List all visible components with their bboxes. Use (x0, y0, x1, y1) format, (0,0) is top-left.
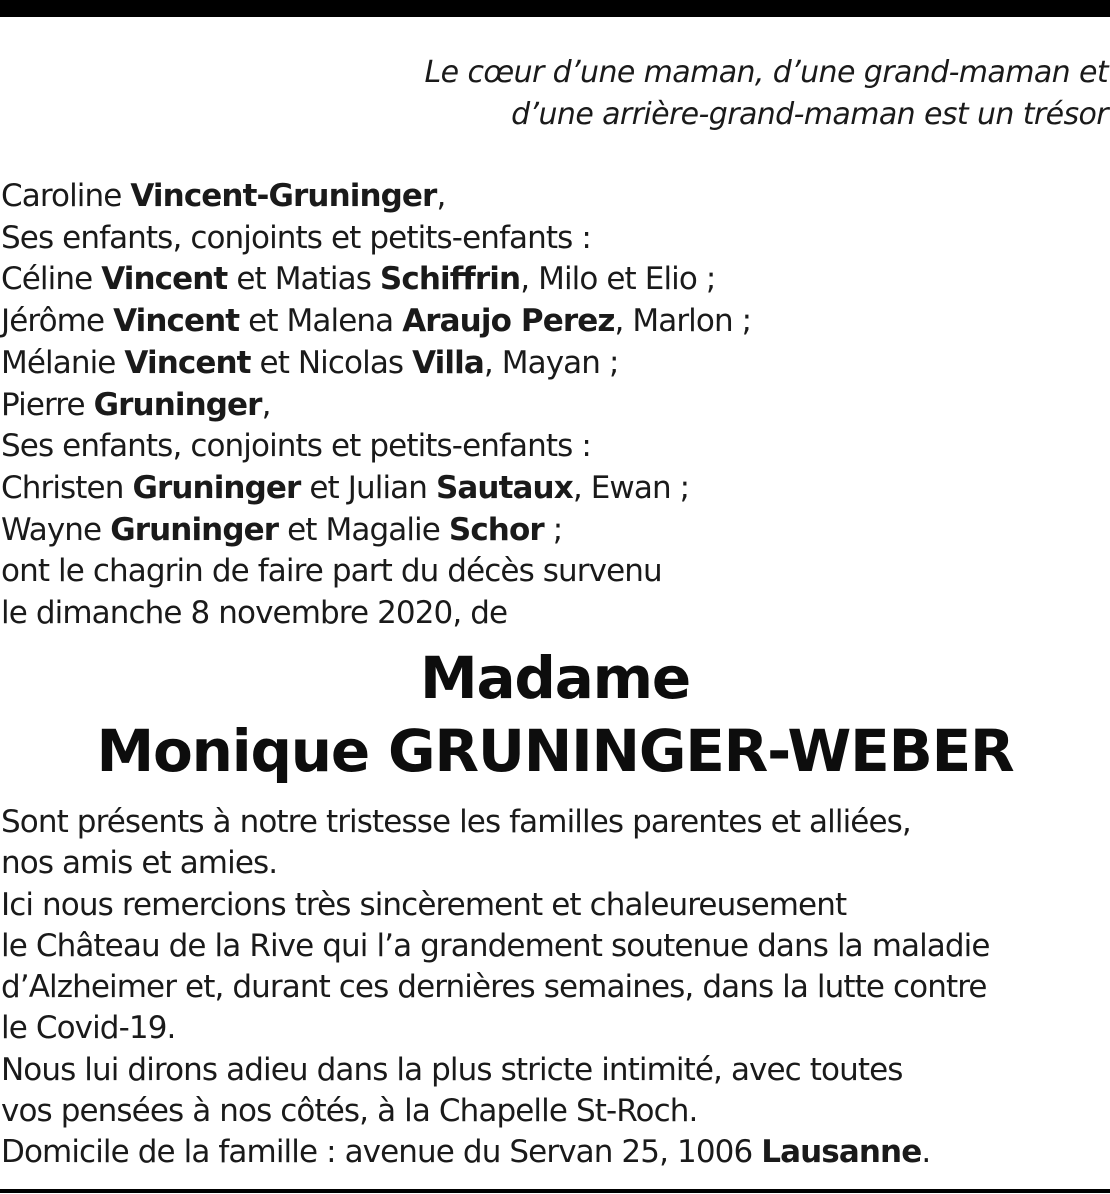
surname: Araujo Perez (402, 303, 615, 340)
punctuation: ; (543, 511, 563, 548)
surname: Sautaux (435, 469, 573, 506)
surname: Vincent (124, 344, 251, 381)
first-name: et Julian (300, 469, 436, 506)
closing-line: le Château de la Rive qui l’a grandement soutenue dans la maladie (1, 927, 990, 964)
children-names: , Mayan ; (483, 344, 619, 381)
epigraph-line: Le cœur d’une maman, d’une grand-maman et (424, 55, 1108, 90)
first-name: et Nicolas (250, 344, 413, 381)
top-rule (0, 0, 1110, 17)
closing-line: nos amis et amies. (1, 845, 278, 882)
closing-line: Nous lui dirons adieu dans la plus stricte intimité, avec toutes (1, 1051, 903, 1088)
first-name: Céline (1, 261, 102, 298)
deceased-title: Madame (419, 644, 691, 712)
family-line (1, 301, 751, 343)
family-line: Ses enfants, conjoints et petits-enfants : (1, 219, 591, 256)
family-line (1, 385, 751, 427)
children-names: , Ewan ; (572, 469, 690, 506)
surname: Gruninger (93, 386, 262, 423)
epigraph-line: d’une arrière-grand-maman est un trésor (511, 97, 1108, 132)
closing-line: Ici nous remercions très sincèrement et chaleureusement (1, 886, 847, 923)
surname: Schiffrin (379, 261, 521, 298)
family-address-line (1, 1132, 990, 1173)
first-name: Jérôme (1, 303, 114, 340)
children-names: , Milo et Elio ; (520, 261, 716, 298)
family-line (1, 259, 751, 301)
closing-line: Sont présents à notre tristesse les familles parentes et alliées, (1, 804, 911, 840)
bottom-rule (0, 1189, 1110, 1193)
announcement-line: ont le chagrin de faire part du décès survenu (1, 553, 662, 590)
family-line (1, 343, 751, 385)
announcement-line: le dimanche 8 novembre 2020, de (1, 595, 508, 632)
first-name: Pierre (1, 386, 94, 423)
deceased-name-block (0, 642, 1110, 788)
first-name: Christen (1, 469, 133, 506)
surname: Gruninger (132, 469, 301, 506)
punctuation: , (261, 386, 271, 423)
address-text: Domicile de la famille : avenue du Servan 25, 1006 (1, 1134, 762, 1171)
city: Lausanne (761, 1134, 922, 1171)
first-name: et Magalie (278, 511, 449, 548)
surname: Villa (412, 344, 484, 381)
closing-text (1, 802, 990, 1174)
deceased-name: Monique GRUNINGER-WEBER (96, 717, 1014, 785)
surname: Vincent-Gruninger (130, 178, 437, 214)
children-names: , Marlon ; (614, 303, 752, 340)
closing-line: le Covid-19. (1, 1010, 176, 1047)
surname: Schor (448, 511, 544, 548)
punctuation: . (921, 1134, 931, 1171)
first-name: Wayne (1, 511, 111, 548)
surname: Vincent (113, 303, 240, 340)
surname: Gruninger (110, 511, 279, 548)
surname: Vincent (101, 261, 228, 298)
first-name: et Matias (227, 261, 380, 298)
family-announcement (1, 176, 751, 635)
first-name: Caroline (1, 178, 131, 214)
family-line: Ses enfants, conjoints et petits-enfants : (1, 428, 591, 465)
family-line (1, 176, 751, 218)
epigraph-quote (208, 52, 1108, 136)
family-line (1, 468, 751, 510)
first-name: Mélanie (1, 344, 125, 381)
closing-line: d’Alzheimer et, durant ces dernières semaines, dans la lutte contre (1, 969, 987, 1006)
family-line (1, 510, 751, 552)
first-name: et Malena (239, 303, 403, 340)
punctuation: , (436, 178, 446, 214)
closing-line: vos pensées à nos côtés, à la Chapelle St-Roch. (1, 1093, 698, 1130)
